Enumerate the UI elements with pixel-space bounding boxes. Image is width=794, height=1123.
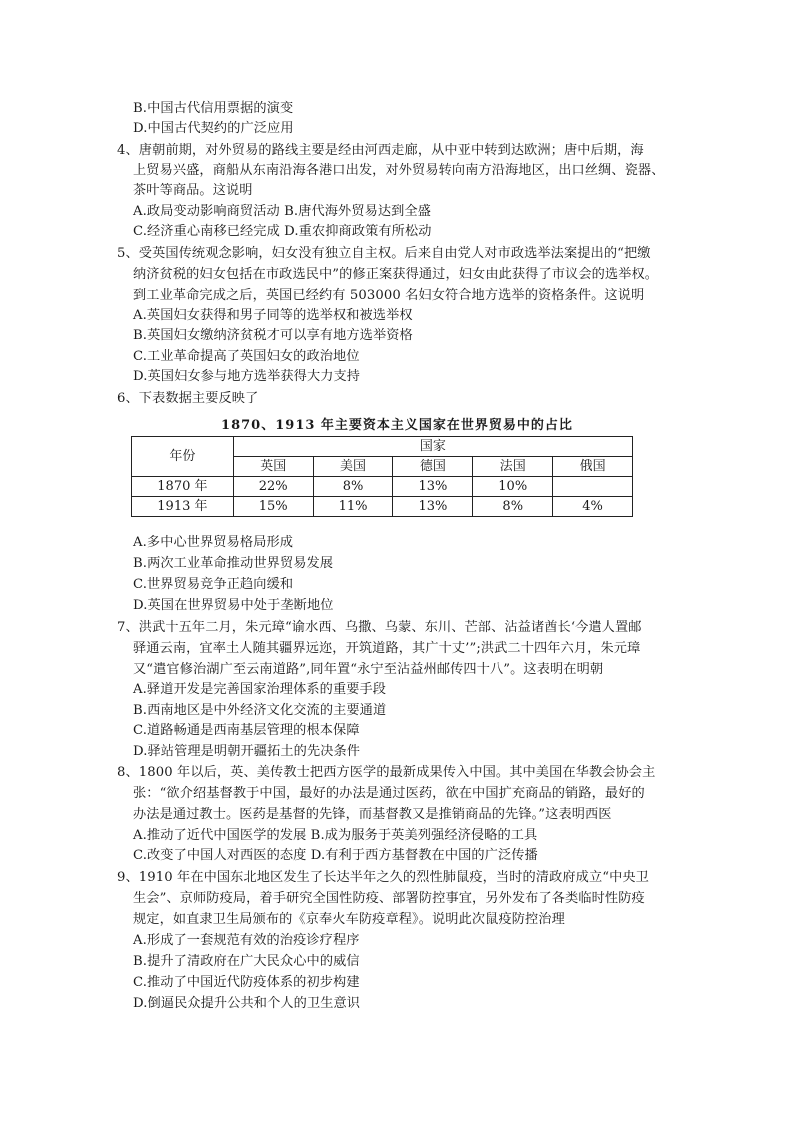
table-row [132,477,633,497]
table-cell: 10% [473,477,553,497]
country-header: 俄国 [553,457,633,477]
answer-option: C.推动了中国近代防疫体系的初步构建 [133,975,360,990]
question-line: 6、下表数据主要反映了 [117,391,259,406]
answer-option: C.改变了中国人对西医的态度 D.有利于西方基督教在中国的广泛传播 [133,848,538,863]
answer-option: C.道路畅通是西南基层管理的根本保障 [133,723,360,738]
answer-option: A.推动了近代中国医学的发展 B.成为服务于英美列强经济侵略的工具 [133,828,538,843]
answer-option: D.驿站管理是明朝开疆拓土的先决条件 [133,744,361,759]
row-year: 1870 年 [132,477,234,497]
answer-option: D.英国在世界贸易中处于垄断地位 [133,598,334,613]
question-line: 到工业革命完成之后，英国已经约有 503000 名妇女符合地方选举的资格条件。这说明 [133,288,645,303]
table-cell: 8% [473,497,553,517]
answer-option: D.英国妇女参与地方选举获得大力支持 [133,369,361,384]
table-cell: 13% [393,497,473,517]
table-cell [553,477,633,497]
question-line: 8、1800 年以后，英、美传教士把西方医学的最新成果传入中国。其中美国在华教会协会主 [117,765,656,780]
table-cell: 11% [313,497,393,517]
question-line: 纳济贫税的妇女包括在市政选民中”的修正案获得通过，妇女由此获得了市议会的选举权。 [133,267,659,282]
question-line: 又“遣官修治湖广至云南道路”,同年置“永宁至沾益州邮传四十八”。这表明在明朝 [133,662,604,677]
table-cell: 4% [553,497,633,517]
country-header: 法国 [473,457,553,477]
row-year: 1913 年 [132,497,234,517]
table-cell: 22% [233,477,313,497]
answer-option: D.中国古代契约的广泛应用 [133,121,294,136]
table-title: 1870、1913 年主要资本主义国家在世界贸易中的占比 [221,418,573,433]
trade-share-table [131,436,633,517]
answer-option: B.两次工业革命推动世界贸易发展 [133,556,334,571]
answer-option: B.提升了清政府在广大民众心中的威信 [133,954,360,969]
answer-option: B.中国古代信用票据的演变 [133,101,294,116]
answer-option: A.多中心世界贸易格局形成 [133,535,294,550]
answer-option: A.形成了一套规范有效的治疫诊疗程序 [133,933,360,948]
question-line: 驿通云南，宜率土人随其疆界远迩，开筑道路，其广十丈’”;洪武二十四年六月，朱元璋 [133,641,641,656]
question-line: 5、受英国传统观念影响，妇女没有独立自主权。后来自由党人对市政选举法案提出的“把缴 [117,246,651,261]
question-line: 上贸易兴盛，商船从东南沿海各港口出发，对外贸易转向南方沿海地区，出口丝绸、瓷器、 [133,163,665,178]
table-cell: 15% [233,497,313,517]
question-line: 规定，如直隶卫生局颁布的《京奉火车防疫章程》。说明此次鼠疫防控治理 [133,912,565,927]
question-line: 茶叶等商品。这说明 [133,183,253,198]
answer-option: A.驿道开发是完善国家治理体系的重要手段 [133,682,387,697]
table-cell: 13% [393,477,473,497]
answer-option: C.工业革命提高了英国妇女的政治地位 [133,349,360,364]
question-line: 生会”、京师防疫局，着手研究全国性防疫、部署防控事宜，另外发布了各类临时性防疫 [133,891,645,906]
answer-option: B.英国妇女缴纳济贫税才可以享有地方选举资格 [133,328,413,343]
table-row [132,497,633,517]
group-header-country: 国家 [233,437,632,457]
table-header-row [132,437,633,457]
answer-option: C.经济重心南移已经完成 D.重农抑商政策有所松动 [133,224,432,239]
country-header: 美国 [313,457,393,477]
table-cell: 8% [313,477,393,497]
answer-option: B.西南地区是中外经济文化交流的主要通道 [133,703,387,718]
question-line: 张：“欲介绍基督教于中国，最好的办法是通过医药，欲在中国扩充商品的销路，最好的 [133,786,645,801]
answer-option: D.倒逼民众提升公共和个人的卫生意识 [133,996,361,1011]
country-header: 德国 [393,457,473,477]
question-line: 4、唐朝前期，对外贸易的路线主要是经由河西走廊，从中亚中转到达欧洲；唐中后期，海 [117,143,644,158]
col-header-year: 年份 [132,437,234,477]
question-line: 7、洪武十五年二月，朱元璋“谕水西、乌撒、乌蒙、东川、芒部、沾益诸酋长‘今遣人置邮 [117,620,642,635]
question-line: 9、1910 年在中国东北地区发生了长达半年之久的烈性肺鼠疫，当时的清政府成立“中央卫 [117,870,649,885]
answer-option: A.政局变动影响商贸活动 B.唐代海外贸易达到全盛 [133,204,432,219]
country-header: 英国 [233,457,313,477]
question-line: 办法是通过教士。医药是基督的先锋，而基督教又是推销商品的先锋。”这表明西医 [133,807,612,822]
answer-option: A.英国妇女获得和男子同等的选举权和被选举权 [133,308,413,323]
answer-option: C.世界贸易竞争正趋向缓和 [133,577,294,592]
